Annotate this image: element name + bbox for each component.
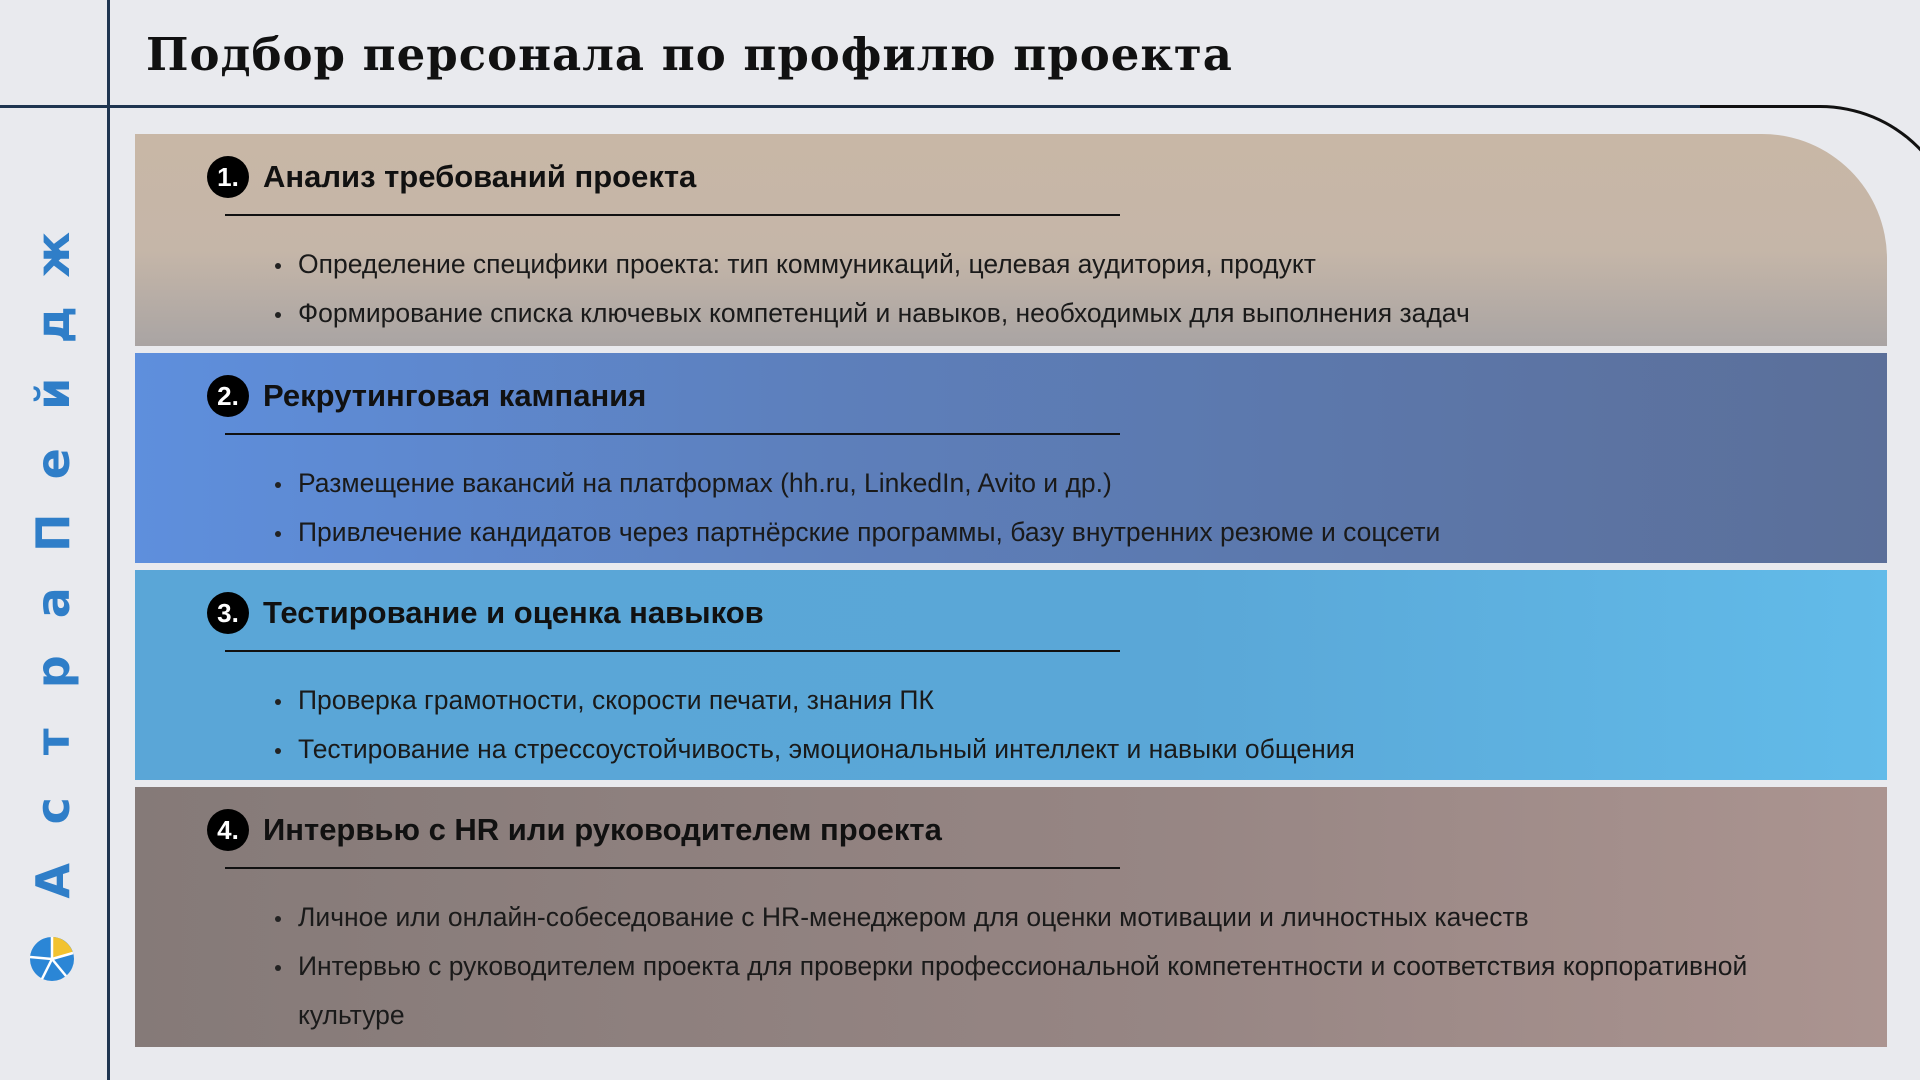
astro-pie-logo-icon (28, 935, 76, 983)
brand-letter: а (25, 586, 80, 618)
section-requirements-analysis (135, 134, 1887, 346)
vertical-frame-line (107, 0, 110, 1080)
step-number-badge: 3. (207, 592, 249, 634)
brand-letter: П (25, 513, 80, 552)
step-number-badge: 2. (207, 375, 249, 417)
brand-letter: д (25, 305, 80, 343)
page-title: Подбор персонала по профилю проекта (146, 28, 1233, 81)
bullet-list (275, 240, 1470, 338)
bullet-list (275, 676, 1355, 774)
section-header (207, 809, 942, 851)
section-skills-testing (135, 570, 1887, 780)
section-title: Рекрутинговая кампания (263, 378, 647, 413)
list-item: Проверка грамотности, скорости печати, знания ПК (275, 676, 1355, 725)
step-number-badge: 1. (207, 156, 249, 198)
bullet-list (275, 893, 1818, 1040)
section-title: Анализ требований проекта (263, 159, 697, 194)
section-underline (225, 650, 1120, 652)
brand-letter: т (25, 727, 80, 755)
list-item: Определение специфики проекта: тип коммуникаций, целевая аудитория, продукт (275, 240, 1470, 289)
brand-letter: р (25, 655, 80, 689)
list-item: Тестирование на стрессоустойчивость, эмоциональный интеллект и навыки общения (275, 725, 1355, 774)
section-interview (135, 787, 1887, 1047)
list-item: Формирование списка ключевых компетенций и навыков, необходимых для выполнения задач (275, 289, 1470, 338)
section-underline (225, 433, 1120, 435)
brand-letter: й (25, 377, 80, 410)
section-header (207, 156, 696, 198)
list-item: Интервью с руководителем проекта для проверки профессиональной компетентности и соответствия корпоративной культуре (275, 942, 1818, 1040)
bullet-list (275, 459, 1440, 557)
step-number-badge: 4. (207, 809, 249, 851)
section-title: Тестирование и оценка навыков (263, 595, 764, 630)
horizontal-frame-line (0, 105, 1804, 108)
brand-letter: е (25, 447, 80, 479)
list-item: Размещение вакансий на платформах (hh.ru, LinkedIn, Avito и др.) (275, 459, 1440, 508)
list-item: Личное или онлайн-собеседование с HR-менеджером для оценки мотивации и личностных качеств (275, 893, 1818, 942)
section-underline (225, 867, 1120, 869)
section-title: Интервью с HR или руководителем проекта (263, 812, 942, 847)
brand-letter: с (25, 797, 80, 825)
brand-vertical-text (0, 220, 107, 915)
list-item: Привлечение кандидатов через партнёрские программы, базу внутренних резюме и соцсети (275, 508, 1440, 557)
section-header (207, 375, 646, 417)
section-header (207, 592, 764, 634)
brand-letter: А (25, 862, 80, 899)
brand-letter: ж (25, 231, 80, 278)
section-underline (225, 214, 1120, 216)
section-recruiting-campaign (135, 353, 1887, 563)
